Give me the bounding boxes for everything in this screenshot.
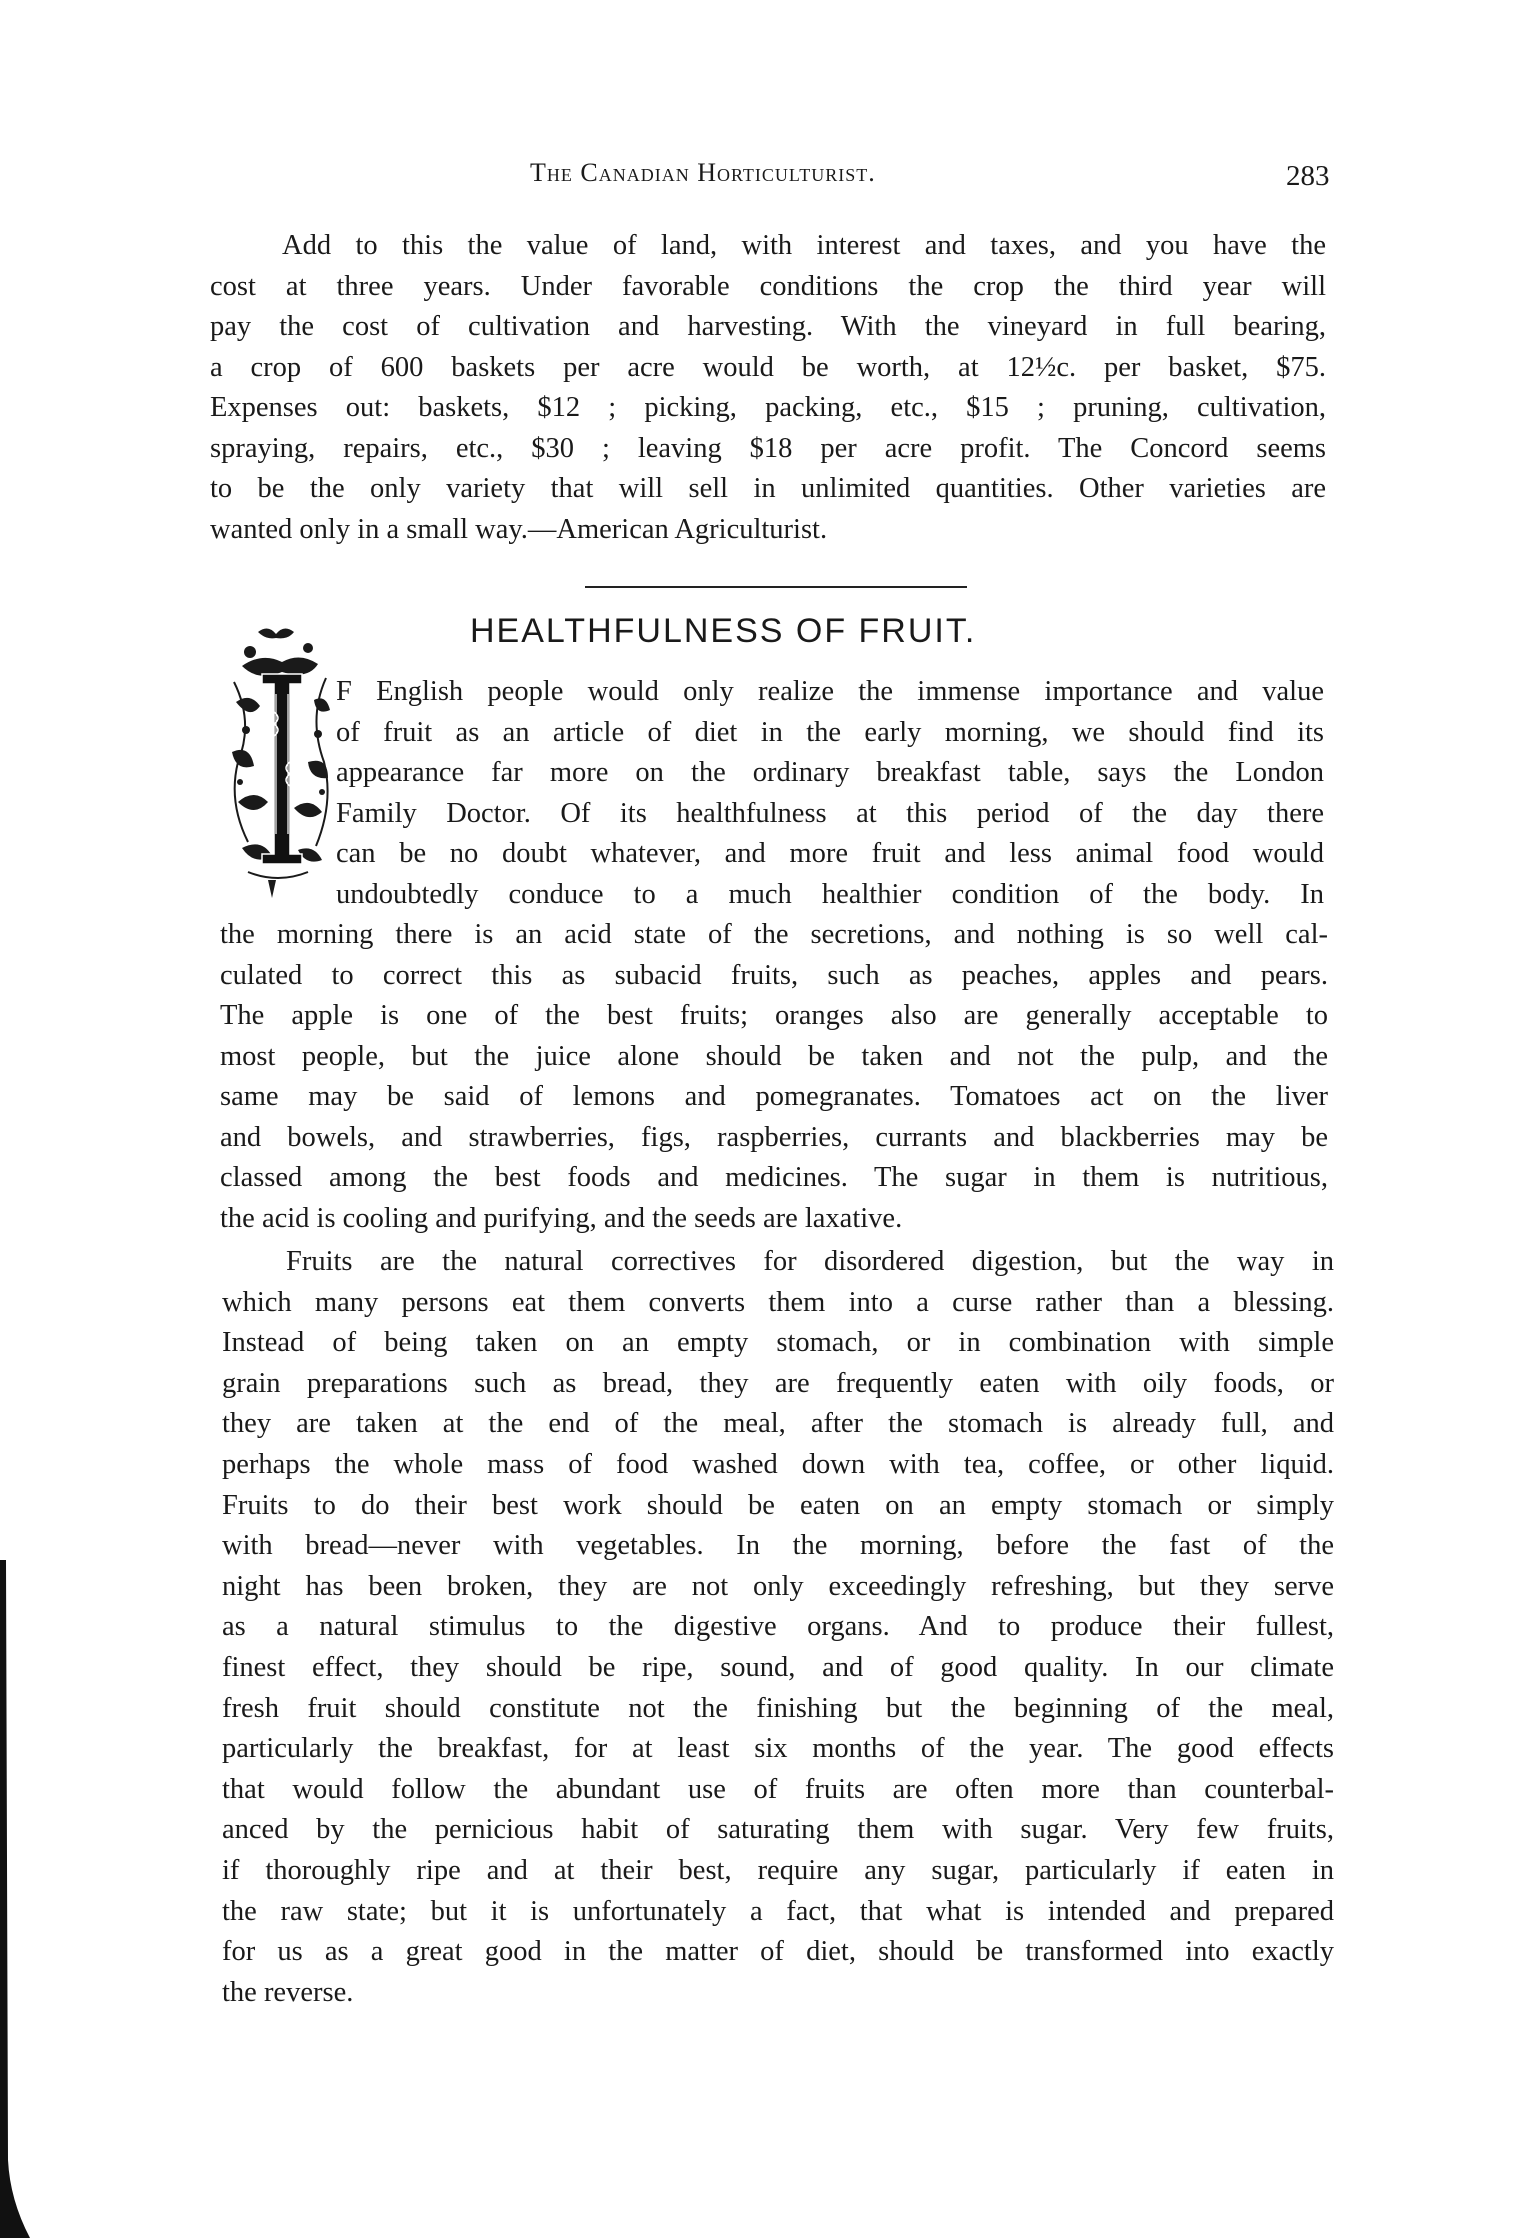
text-line: finest effect, they should be ripe, sound, and of good quality. In our climate bbox=[222, 1652, 1334, 1683]
text-line: the reverse. bbox=[222, 1976, 354, 2008]
text-line: as a natural stimulus to the digestive organs. And to produce their fullest, bbox=[222, 1611, 1334, 1643]
text-line: culated to correct this as subacid fruits, such as peaches, apples and pears. bbox=[220, 959, 1328, 991]
text-line: most people, but the juice alone should be taken and not the pulp, and the bbox=[220, 1040, 1328, 1072]
text-line: classed among the best foods and medicines. The sugar in them is nutritious, bbox=[220, 1162, 1328, 1193]
text-line: spraying, repairs, etc., $30 ; leaving $18 per acre profit. The Concord seems bbox=[210, 432, 1326, 464]
text-line: the raw state; but it is unfortunately a fact, that what is intended and prepared bbox=[222, 1895, 1334, 1927]
text-line: undoubtedly conduce to a much healthier condition of the body. In bbox=[336, 878, 1324, 910]
text-line: night has been broken, they are not only exceedingly refreshing, but they serve bbox=[222, 1570, 1334, 1602]
text-line: particularly the breakfast, for at least six months of the year. The good effects bbox=[222, 1733, 1334, 1765]
running-head bbox=[0, 158, 1520, 198]
text-line: cost at three years. Under favorable conditions the crop the third year will bbox=[210, 270, 1326, 302]
text-line: F English people would only realize the immense importance and value bbox=[336, 676, 1324, 707]
text-line: Expenses out: baskets, $12 ; picking, packing, etc., $15 ; pruning, cultivation, bbox=[210, 392, 1326, 423]
text-line: Fruits to do their best work should be eaten on an empty stomach or simply bbox=[222, 1489, 1334, 1521]
text-line: Family Doctor. Of its healthfulness at this period of the day there bbox=[336, 797, 1324, 829]
page-number: 283 bbox=[1286, 160, 1330, 192]
text-line: Fruits are the natural correctives for disordered digestion, but the way in bbox=[286, 1246, 1334, 1277]
text-line: with bread—never with vegetables. In the morning, before the fast of the bbox=[222, 1530, 1334, 1562]
text-line: they are taken at the end of the meal, after the stomach is already full, and bbox=[222, 1408, 1334, 1440]
text-line: to be the only variety that will sell in unlimited quantities. Other varieties are bbox=[210, 473, 1326, 504]
text-line: the acid is cooling and purifying, and the seeds are laxative. bbox=[220, 1202, 903, 1234]
text-line: can be no doubt whatever, and more fruit and less animal food would bbox=[336, 838, 1324, 869]
text-line: for us as a great good in the matter of diet, should be transformed into exactly bbox=[222, 1936, 1334, 1968]
text-line: and bowels, and strawberries, figs, raspberries, currants and blackberries may be bbox=[220, 1121, 1328, 1153]
text-line: The apple is one of the best fruits; oranges also are generally acceptable to bbox=[220, 1000, 1328, 1031]
text-line: grain preparations such as bread, they are frequently eaten with oily foods, or bbox=[222, 1367, 1334, 1399]
text-line: fresh fruit should constitute not the finishing but the beginning of the meal, bbox=[222, 1692, 1334, 1724]
text-line: Instead of being taken on an empty stomach, or in combination with simple bbox=[222, 1327, 1334, 1359]
text-line: which many persons eat them converts them into a curse rather than a blessing. bbox=[222, 1286, 1334, 1318]
text-line: if thoroughly ripe and at their best, require any sugar, particularly if eaten in bbox=[222, 1855, 1334, 1886]
text-line: the morning there is an acid state of the secretions, and nothing is so well cal- bbox=[220, 919, 1328, 950]
text-line: of fruit as an article of diet in the early morning, we should find its bbox=[336, 716, 1324, 748]
text-line: Add to this the value of land, with interest and taxes, and you have the bbox=[282, 230, 1326, 261]
ornamental-drop-cap bbox=[228, 622, 332, 900]
article-heading: HEALTHFULNESS OF FRUIT. bbox=[470, 612, 977, 650]
text-line: that would follow the abundant use of fruits are often more than counterbal- bbox=[222, 1773, 1334, 1805]
running-title: The Canadian Horticulturist. bbox=[530, 158, 876, 187]
text-line: pay the cost of cultivation and harvesting. With the vineyard in full bearing, bbox=[210, 311, 1326, 342]
text-line: anced by the pernicious habit of saturating them with sugar. Very few fruits, bbox=[222, 1814, 1334, 1846]
section-divider-rule bbox=[585, 586, 967, 588]
text-line: same may be said of lemons and pomegranates. Tomatoes act on the liver bbox=[220, 1081, 1328, 1112]
text-line: perhaps the whole mass of food washed down with tea, coffee, or other liquid. bbox=[222, 1449, 1334, 1480]
scan-edge-shadow bbox=[0, 1560, 40, 2238]
text-line: wanted only in a small way.—American Agriculturist. bbox=[210, 513, 828, 545]
text-line: appearance far more on the ordinary breakfast table, says the London bbox=[336, 757, 1324, 788]
text-line: a crop of 600 baskets per acre would be worth, at 12½c. per basket, $75. bbox=[210, 351, 1326, 383]
